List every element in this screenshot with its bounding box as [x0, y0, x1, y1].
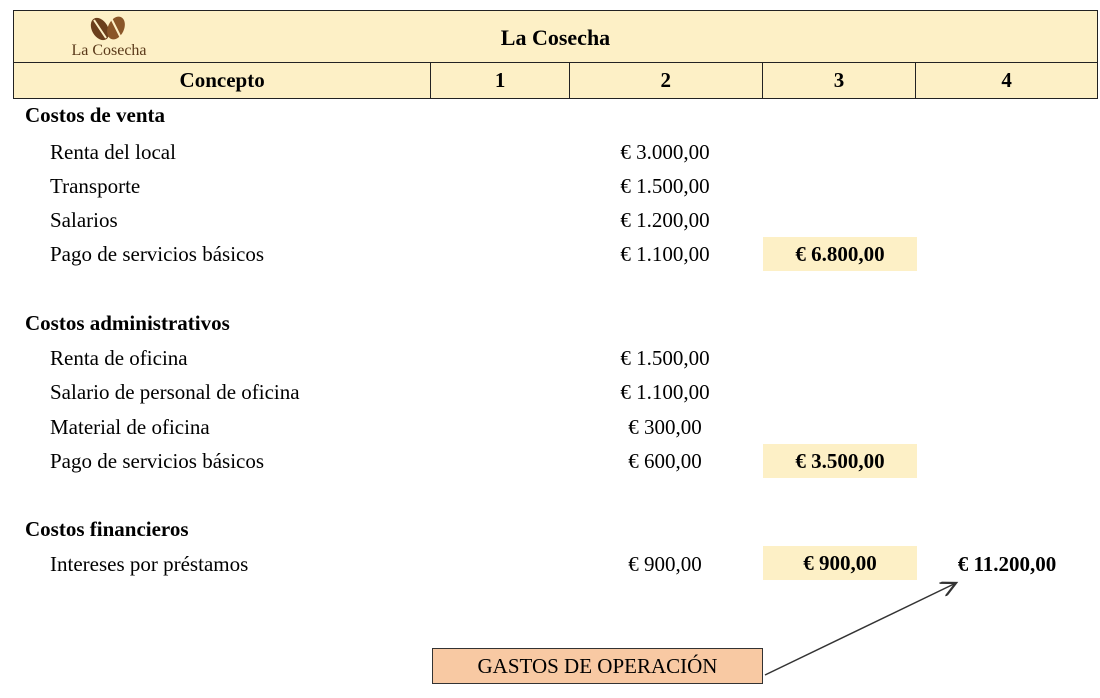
- section-title-costos-administrativos: Costos administrativos: [25, 311, 230, 335]
- row-amount: € 3.000,00: [620, 140, 710, 164]
- column-header-concepto: Concepto: [14, 63, 431, 98]
- title-bar: [13, 10, 1098, 63]
- row-label: Renta de oficina: [50, 346, 188, 370]
- subtotal-costos-venta: € 6.800,00: [763, 237, 917, 271]
- column-header-4: 4: [1001, 68, 1012, 92]
- row-amount: € 300,00: [628, 415, 702, 439]
- row-label: Salario de personal de oficina: [50, 380, 300, 404]
- row-amount: € 1.500,00: [620, 346, 710, 370]
- row-amount: € 600,00: [628, 449, 702, 473]
- subtotal-costos-administrativos: € 3.500,00: [763, 444, 917, 478]
- row-label: Pago de servicios básicos: [50, 242, 265, 266]
- grand-total: € 11.200,00: [957, 552, 1057, 576]
- logo-text: La Cosecha: [71, 42, 147, 59]
- row-label: Material de oficina: [50, 415, 210, 439]
- row-amount: € 1.100,00: [620, 242, 710, 266]
- row-amount: € 1.100,00: [620, 380, 710, 404]
- row-label: Renta del local: [50, 140, 176, 164]
- row-label: Pago de servicios básicos: [50, 449, 265, 473]
- section-title-costos-financieros: Costos financieros: [25, 517, 189, 541]
- row-amount: € 1.200,00: [620, 208, 710, 232]
- row-amount: € 900,00: [628, 552, 702, 576]
- column-header-3: 3: [763, 63, 917, 98]
- row-label: Transporte: [50, 174, 141, 198]
- row-label: Salarios: [50, 208, 118, 232]
- column-header-1: 1: [431, 63, 570, 98]
- gastos-operacion-callout: GASTOS DE OPERACIÓN: [432, 648, 763, 684]
- row-amount: € 1.500,00: [620, 174, 710, 198]
- column-header-row: [13, 63, 1098, 99]
- subtotal-costos-financieros: € 900,00: [763, 546, 917, 580]
- row-label: Intereses por préstamos: [50, 552, 249, 576]
- page-title: La Cosecha: [500, 25, 611, 50]
- section-title-costos-venta: Costos de venta: [25, 103, 165, 127]
- column-header-2: 2: [570, 63, 763, 98]
